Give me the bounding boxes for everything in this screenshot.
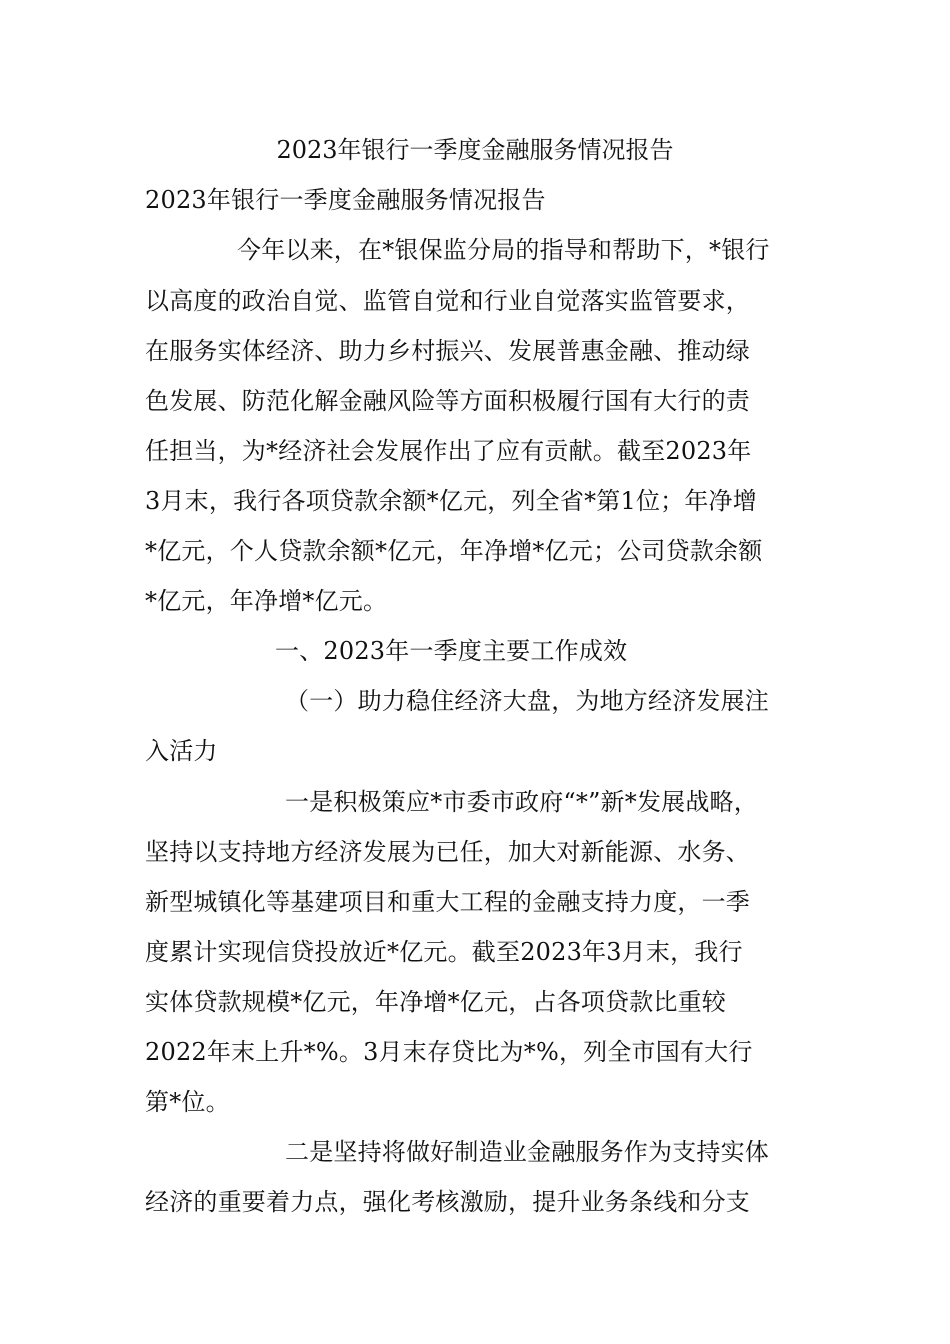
paragraph-line: 坚持以支持地方经济发展为已任，加大对新能源、水务、 (145, 838, 750, 866)
paragraph-line: 3月末，我行各项贷款余额*亿元，列全省*第1位；年净增 (145, 487, 757, 515)
document-subtitle: 2023年银行一季度金融服务情况报告 (145, 186, 546, 214)
paragraph-line: 新型城镇化等基建项目和重大工程的金融支持力度，一季 (145, 888, 750, 916)
paragraph-line: 一是积极策应*市委市政府“*”新*发展战略， (285, 788, 758, 816)
paragraph-line: 度累计实现信贷投放近*亿元。截至2023年3月末，我行 (145, 938, 743, 966)
paragraph-line: 今年以来，在*银保监分局的指导和帮助下，*银行 (237, 236, 770, 264)
paragraph-line: 以高度的政治自觉、监管自觉和行业自觉落实监管要求， (145, 287, 750, 315)
paragraph-line: *亿元，个人贷款余额*亿元，年净增*亿元；公司贷款余额 (145, 537, 763, 565)
paragraph-line: 任担当，为*经济社会发展作出了应有贡献。截至2023年 (145, 437, 752, 465)
paragraph-line: 第*位。 (145, 1088, 230, 1116)
document-title: 2023年银行一季度金融服务情况报告 (276, 136, 674, 164)
section-heading: 一、2023年一季度主要工作成效 (275, 637, 628, 665)
subsection-heading-continued: 入活力 (145, 737, 218, 765)
paragraph-line: 实体贷款规模*亿元，年净增*亿元，占各项贷款比重较 (145, 988, 726, 1016)
paragraph-line: 经济的重要着力点，强化考核激励，提升业务条线和分支 (145, 1188, 750, 1216)
subsection-heading: （一）助力稳住经济大盘，为地方经济发展注 (285, 687, 769, 715)
paragraph-line: *亿元，年净增*亿元。 (145, 587, 388, 615)
paragraph-line: 色发展、防范化解金融风险等方面积极履行国有大行的责 (145, 387, 750, 415)
paragraph-line: 2022年末上升*%。3月末存贷比为*%，列全市国有大行 (145, 1038, 753, 1066)
paragraph-line: 在服务实体经济、助力乡村振兴、发展普惠金融、推动绿 (145, 337, 750, 365)
paragraph-line: 二是坚持将做好制造业金融服务作为支持实体 (285, 1138, 769, 1166)
